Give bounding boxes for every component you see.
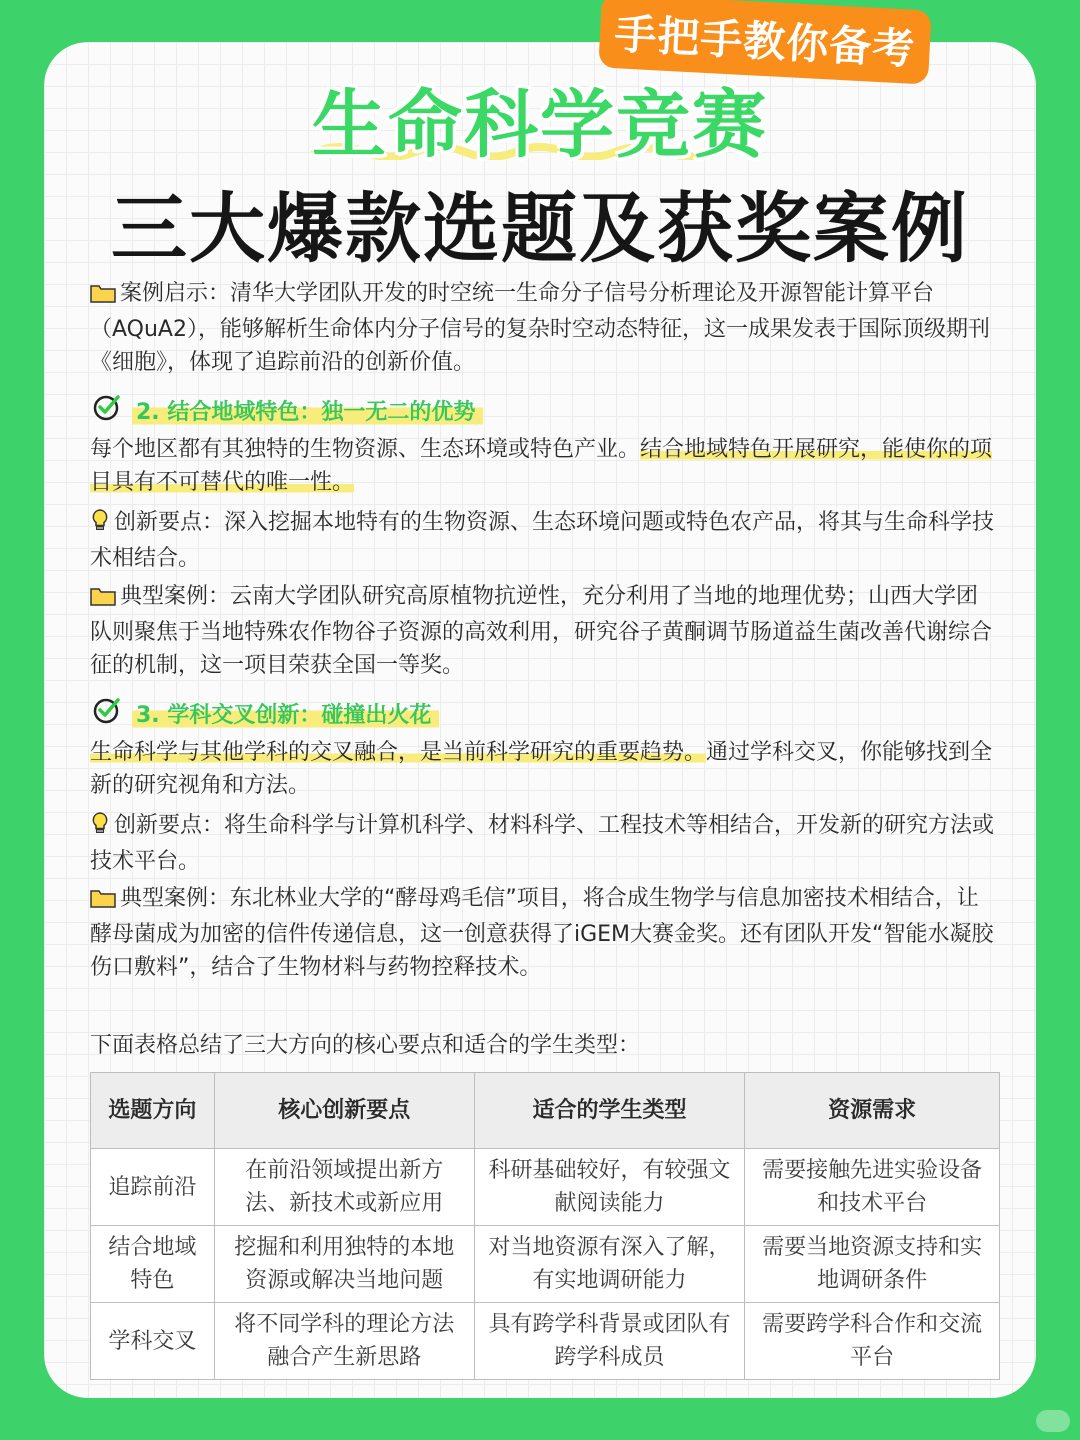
section3-heading [92, 693, 439, 733]
table-cell: 追踪前沿 [91, 1149, 215, 1226]
case1-paragraph [90, 277, 995, 379]
table-header-row [91, 1073, 1000, 1149]
summary-table [90, 1072, 1000, 1380]
table-header-cell: 适合的学生类型 [474, 1073, 745, 1149]
lightbulb-icon [90, 508, 110, 542]
table-header-cell: 核心创新要点 [214, 1073, 474, 1149]
section2-intro-plain: 每个地区都有其独特的生物资源、生态环境或特色产业。 [90, 437, 641, 462]
title-line-2: 三大爆款选题及获奖案例 [111, 184, 969, 273]
table-cell: 挖掘和利用独特的本地资源或解决当地问题 [214, 1226, 474, 1303]
section3-heading-text: 3. 学科交叉创新：碰撞出火花 [132, 698, 439, 729]
table-cell: 具有跨学科背景或团队有跨学科成员 [474, 1303, 745, 1380]
table-cell: 需要当地资源支持和实地调研条件 [745, 1226, 1000, 1303]
table-row [91, 1149, 1000, 1226]
folder-icon [90, 280, 116, 313]
table-header-cell: 选题方向 [91, 1073, 215, 1149]
watermark [1036, 1410, 1070, 1432]
section2-intro-highlight: 结合地域特色开展研究，能使你的项目具有不可替代的唯一性。 [90, 437, 993, 495]
table-cell: 对当地资源有深入了解，有实地调研能力 [474, 1226, 745, 1303]
section3-tip-text: 创新要点：将生命科学与计算机科学、材料科学、工程技术等相结合，开发新的研究方法或技术平台。 [90, 813, 995, 874]
section2-heading [92, 390, 483, 430]
table-cell: 学科交叉 [91, 1303, 215, 1380]
folder-icon [90, 885, 116, 918]
section2-example-text: 典型案例：云南大学团队研究高原植物抗逆性，充分利用了当地的地理优势；山西大学团队则聚焦于当地特殊农作物谷子资源的高效利用，研究谷子黄酮调节肠道益生菌改善代谢综合征的机制，这一项目荣获全国一等奖。 [90, 584, 993, 678]
table-cell: 在前沿领域提出新方法、新技术或新应用 [214, 1149, 474, 1226]
section3-intro-plain: 通过学科交叉，你能够找到全新的研究视角和方法。 [90, 740, 993, 798]
table-cell: 将不同学科的理论方法融合产生新思路 [214, 1303, 474, 1380]
section2-heading-text: 2. 结合地域特色：独一无二的优势 [132, 395, 483, 426]
check-circle-icon [92, 392, 122, 428]
section3-intro-highlight: 生命科学与其他学科的交叉融合，是当前科学研究的重要趋势。 [90, 740, 707, 765]
table-cell: 结合地域特色 [91, 1226, 215, 1303]
section3-example [90, 882, 995, 984]
table-cell: 科研基础较好，有较强文献阅读能力 [474, 1149, 745, 1226]
section2-example [90, 580, 995, 682]
table-row [91, 1226, 1000, 1303]
case1-text: 案例启示：清华大学团队开发的时空统一生命分子信号分析理论及开源智能计算平台（AQuA2），能够解析生命体内分子信号的复杂时空动态特征，这一成果发表于国际顶级期刊《细胞》，体现了追踪前沿的创新价值。 [90, 281, 990, 375]
section2-tip-text: 创新要点：深入挖掘本地特有的生物资源、生态环境问题或特色农产品，将其与生命科学技术相结合。 [90, 510, 995, 571]
section3-intro [90, 736, 995, 802]
section2-tip [90, 506, 995, 575]
section3-tip [90, 809, 995, 878]
table-row [91, 1303, 1000, 1380]
table-cell: 需要跨学科合作和交流平台 [745, 1303, 1000, 1380]
table-header-cell: 资源需求 [745, 1073, 1000, 1149]
check-circle-icon [92, 695, 122, 731]
lightbulb-icon [90, 811, 110, 845]
title-line-1: 生命科学竞赛 [312, 82, 768, 168]
table-cell: 需要接触先进实验设备和技术平台 [745, 1149, 1000, 1226]
badge-label: 手把手教你备考 [598, 0, 931, 85]
folder-icon [90, 583, 116, 616]
section2-intro [90, 433, 995, 499]
table-intro: 下面表格总结了三大方向的核心要点和适合的学生类型： [90, 1033, 641, 1058]
section3-example-text: 典型案例：东北林业大学的“酵母鸡毛信”项目，将合成生物学与信息加密技术相结合，让酵母菌成为加密的信件传递信息，这一创意获得了iGEM大赛金奖。还有团队开发“智能水凝胶伤口敷料”，结合了生物材料与药物控释技术。 [90, 886, 994, 980]
